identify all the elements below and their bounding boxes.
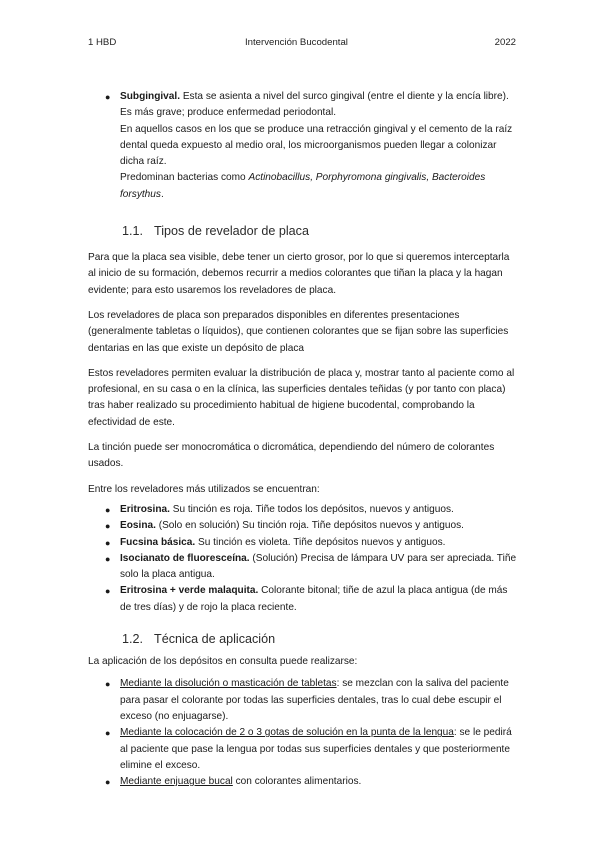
bullet-icon: ● <box>105 537 111 548</box>
list-item <box>88 725 520 774</box>
section-title: Técnica de aplicación <box>154 632 276 647</box>
paragraph: Los reveladores de placa son preparados disponibles en diferentes presentaciones (generalmente tabletas o líquidos), que contienen colorantes que se fijan sobre las superficies dentarias en las que existe un depósito de placa <box>88 309 509 354</box>
list-item <box>88 502 520 518</box>
header-subject: Intervención Bucodental <box>245 37 348 48</box>
item-method: Mediante la colocación de 2 o 3 gotas de solución en la punta de la lengua <box>120 727 454 739</box>
subgingival-desc: Esta se asienta a nivel del surco gingival (entre el diente y la encía libre). Es más grave; produce enfermedad periodontal. <box>120 91 509 119</box>
paragraph: La aplicación de los depósitos en consulta puede realizarse: <box>88 656 358 668</box>
application-list <box>88 676 520 790</box>
bullet-icon: ● <box>105 586 111 597</box>
list-item <box>88 583 520 616</box>
subgingival-term: Subgingival. <box>120 91 181 102</box>
section-number: 1.2. <box>122 632 144 647</box>
bullet-icon: ● <box>105 521 111 532</box>
list-item <box>88 676 520 725</box>
bullet-icon: ● <box>105 92 111 102</box>
item-term: Eosina. <box>120 520 156 532</box>
list-item <box>88 774 520 790</box>
bullet-icon: ● <box>105 553 111 564</box>
item-term: Isocianato de fluoresceína. <box>120 552 250 564</box>
item-term: Eritrosina + verde malaquita. <box>120 585 259 597</box>
item-text: : se le pedirá al paciente que pase la lengua por todas sus superficies dentales y que posteriormente elimine el exceso. <box>120 727 512 771</box>
item-term: Eritrosina. <box>120 503 170 515</box>
item-text: Su tinción es roja. Tiñe todos los depósitos, nuevos y antiguos. <box>169 503 454 515</box>
item-method: Mediante enjuague bucal <box>120 776 233 788</box>
list-item <box>88 518 520 534</box>
item-term: Fucsina básica. <box>120 536 196 548</box>
paragraph: La tinción puede ser monocromática o dicromática, dependiendo del número de colorantes usados. <box>88 442 495 470</box>
bacteria-species: Actinobacillus, Porphyromona gingivalis, Bacteroides forsythus <box>120 172 486 200</box>
item-text: Colorante bitonal; tiñe de azul la placa antigua (de más de tres días) y de rojo la placa reciente. <box>120 585 508 613</box>
paragraph: Estos reveladores permiten evaluar la distribución de placa y, mostrar tanto al paciente como al profesional, en su casa o en la clínica, las superficies dentales teñidas (y por tanto con placa) tras haber realizado su procedimiento habitual de higiene bucodental, comprobando la efectividad de este. <box>88 367 515 428</box>
item-method: Mediante la disolución o masticación de tabletas <box>120 678 337 690</box>
subgingival-retraction: En aquellos casos en los que se produce una retracción gingival y el cemento de la raíz dental queda expuesto al medio oral, los microorganismos pueden llegar a colonizar dicha raíz. <box>120 123 513 168</box>
section-heading-1-1 <box>88 222 520 240</box>
section-number: 1.1. <box>122 224 144 239</box>
revealer-list <box>88 502 520 616</box>
header-year: 2022 <box>494 37 516 48</box>
header-course: 1 HBD <box>88 37 117 48</box>
bullet-icon: ● <box>105 504 111 515</box>
subgingival-bacteria <box>120 170 520 203</box>
bullet-icon: ● <box>105 679 111 690</box>
item-text: (Solo en solución) Su tinción roja. Tiñe depósitos nuevos y antiguos. <box>155 520 464 532</box>
bullet-icon: ● <box>105 728 111 739</box>
bullet-icon: ● <box>105 777 111 788</box>
item-text: con colorantes alimentarios. <box>232 776 362 788</box>
paragraph: Para que la placa sea visible, debe tener un cierto grosor, por lo que si queremos interceptarla al inicio de su formación, debemos recurrir a medios colorantes que tiñan la placa y la hagan evidente; para esto usaremos los reveladores de placa. <box>88 252 510 296</box>
section-heading-1-2 <box>88 630 520 648</box>
bacteria-prefix: Predominan bacterias como <box>120 172 249 184</box>
bacteria-suffix: . <box>160 188 164 200</box>
list-item <box>88 535 520 551</box>
subgingival-definition <box>120 89 520 122</box>
item-text: Su tinción es violeta. Tiñe depósitos nuevos y antiguos. <box>195 536 446 548</box>
list-item <box>88 551 520 584</box>
page-header <box>88 37 516 51</box>
subgingival-item <box>88 89 520 203</box>
item-text: (Solución) Precisa de lámpara UV para ser apreciada. Tiñe solo la placa antigua. <box>120 552 517 581</box>
document-body <box>88 89 520 790</box>
item-text: : se mezclan con la saliva del paciente para pasar el colorante por todas las superficies dentales, tras lo cual debe escupir el exceso (no enjuagarse). <box>120 678 509 722</box>
paragraph: Entre los reveladores más utilizados se encuentran: <box>88 483 320 495</box>
section-title: Tipos de revelador de placa <box>154 224 309 239</box>
